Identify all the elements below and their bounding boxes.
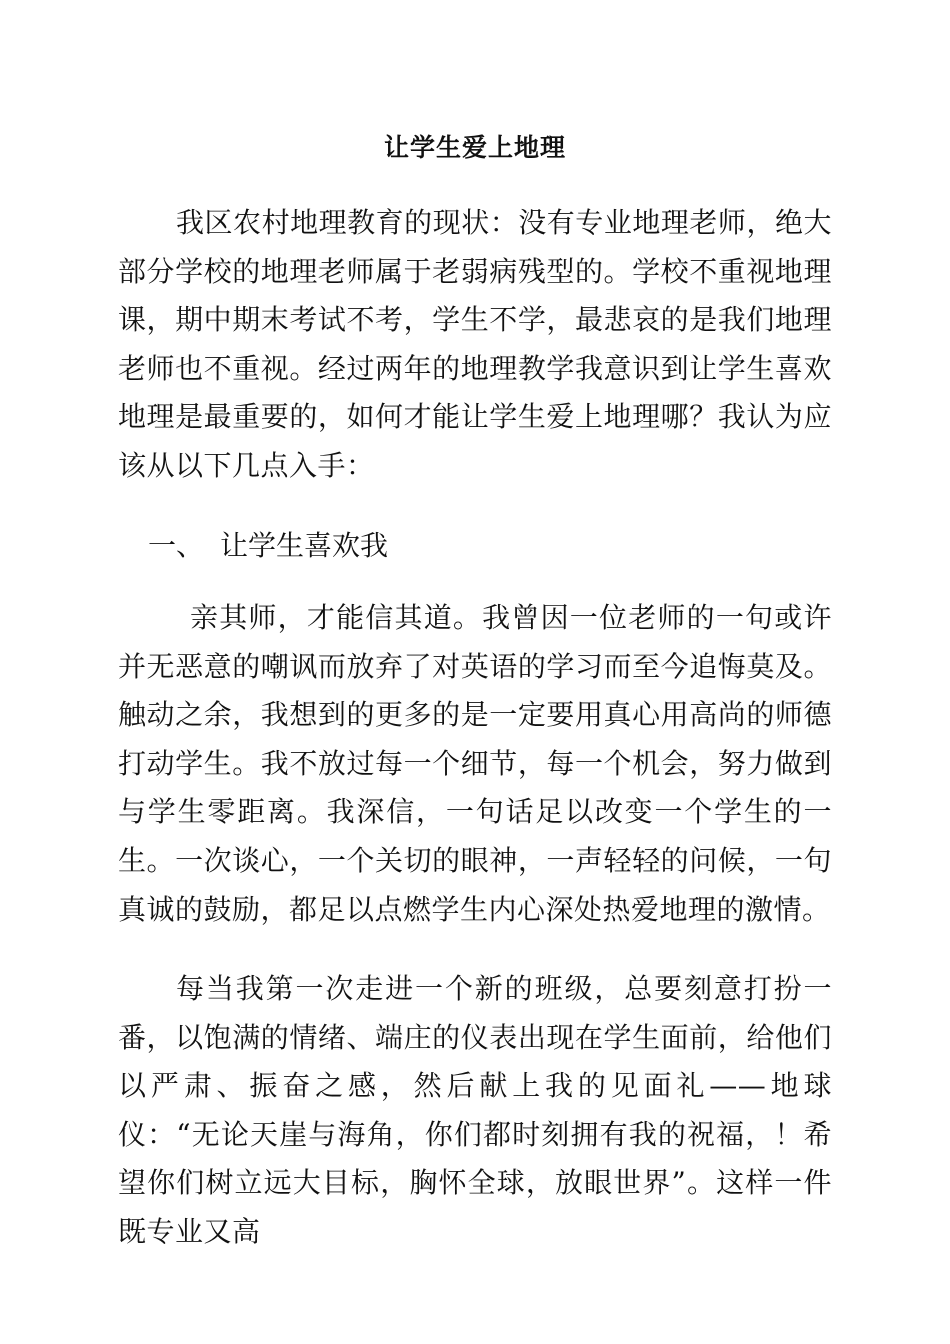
paragraph-intro: 我区农村地理教育的现状：没有专业地理老师，绝大部分学校的地理老师属于老弱病残型的。学校不重视地理课，期中期末考试不考，学生不学，最悲哀的是我们地理老师也不重视。经过两年的地理教学我意识到让学生喜欢地理是最重要的，如何才能让学生爱上地理哪？我认为应该从以下几点入手： xyxy=(118,206,832,482)
document-title: 让学生爱上地理 xyxy=(383,133,566,162)
paragraph-first-class: 每当我第一次走进一个新的班级，总要刻意打扮一番，以饱满的情绪、端庄的仪表出现在学生面前，给他们以严肃、振奋之感，然后献上我的见面礼——地球仪：“无论天崖与海角，你们都时刻拥有我的祝福，！希望你们树立远大目标，胸怀全球，放眼世界”。这样一件既专业又高 xyxy=(118,972,832,1248)
section-number: 一、 xyxy=(148,529,205,562)
paragraph-teacher: 亲其师，才能信其道。我曾因一位老师的一句或许并无恶意的嘲讽而放弃了对英语的学习而至今追悔莫及。触动之余，我想到的更多的是一定要用真心用高尚的师德打动学生。我不放过每一个细节，每一个机会，努力做到与学生零距离。我深信，一句话足以改变一个学生的一生。一次谈心，一个关切的眼神，一声轻轻的问候，一句真诚的鼓励，都足以点燃学生内心深处热爱地理的激情。 xyxy=(118,601,832,926)
section-heading-1 xyxy=(148,522,388,570)
section-heading-text: 让学生喜欢我 xyxy=(220,529,389,562)
